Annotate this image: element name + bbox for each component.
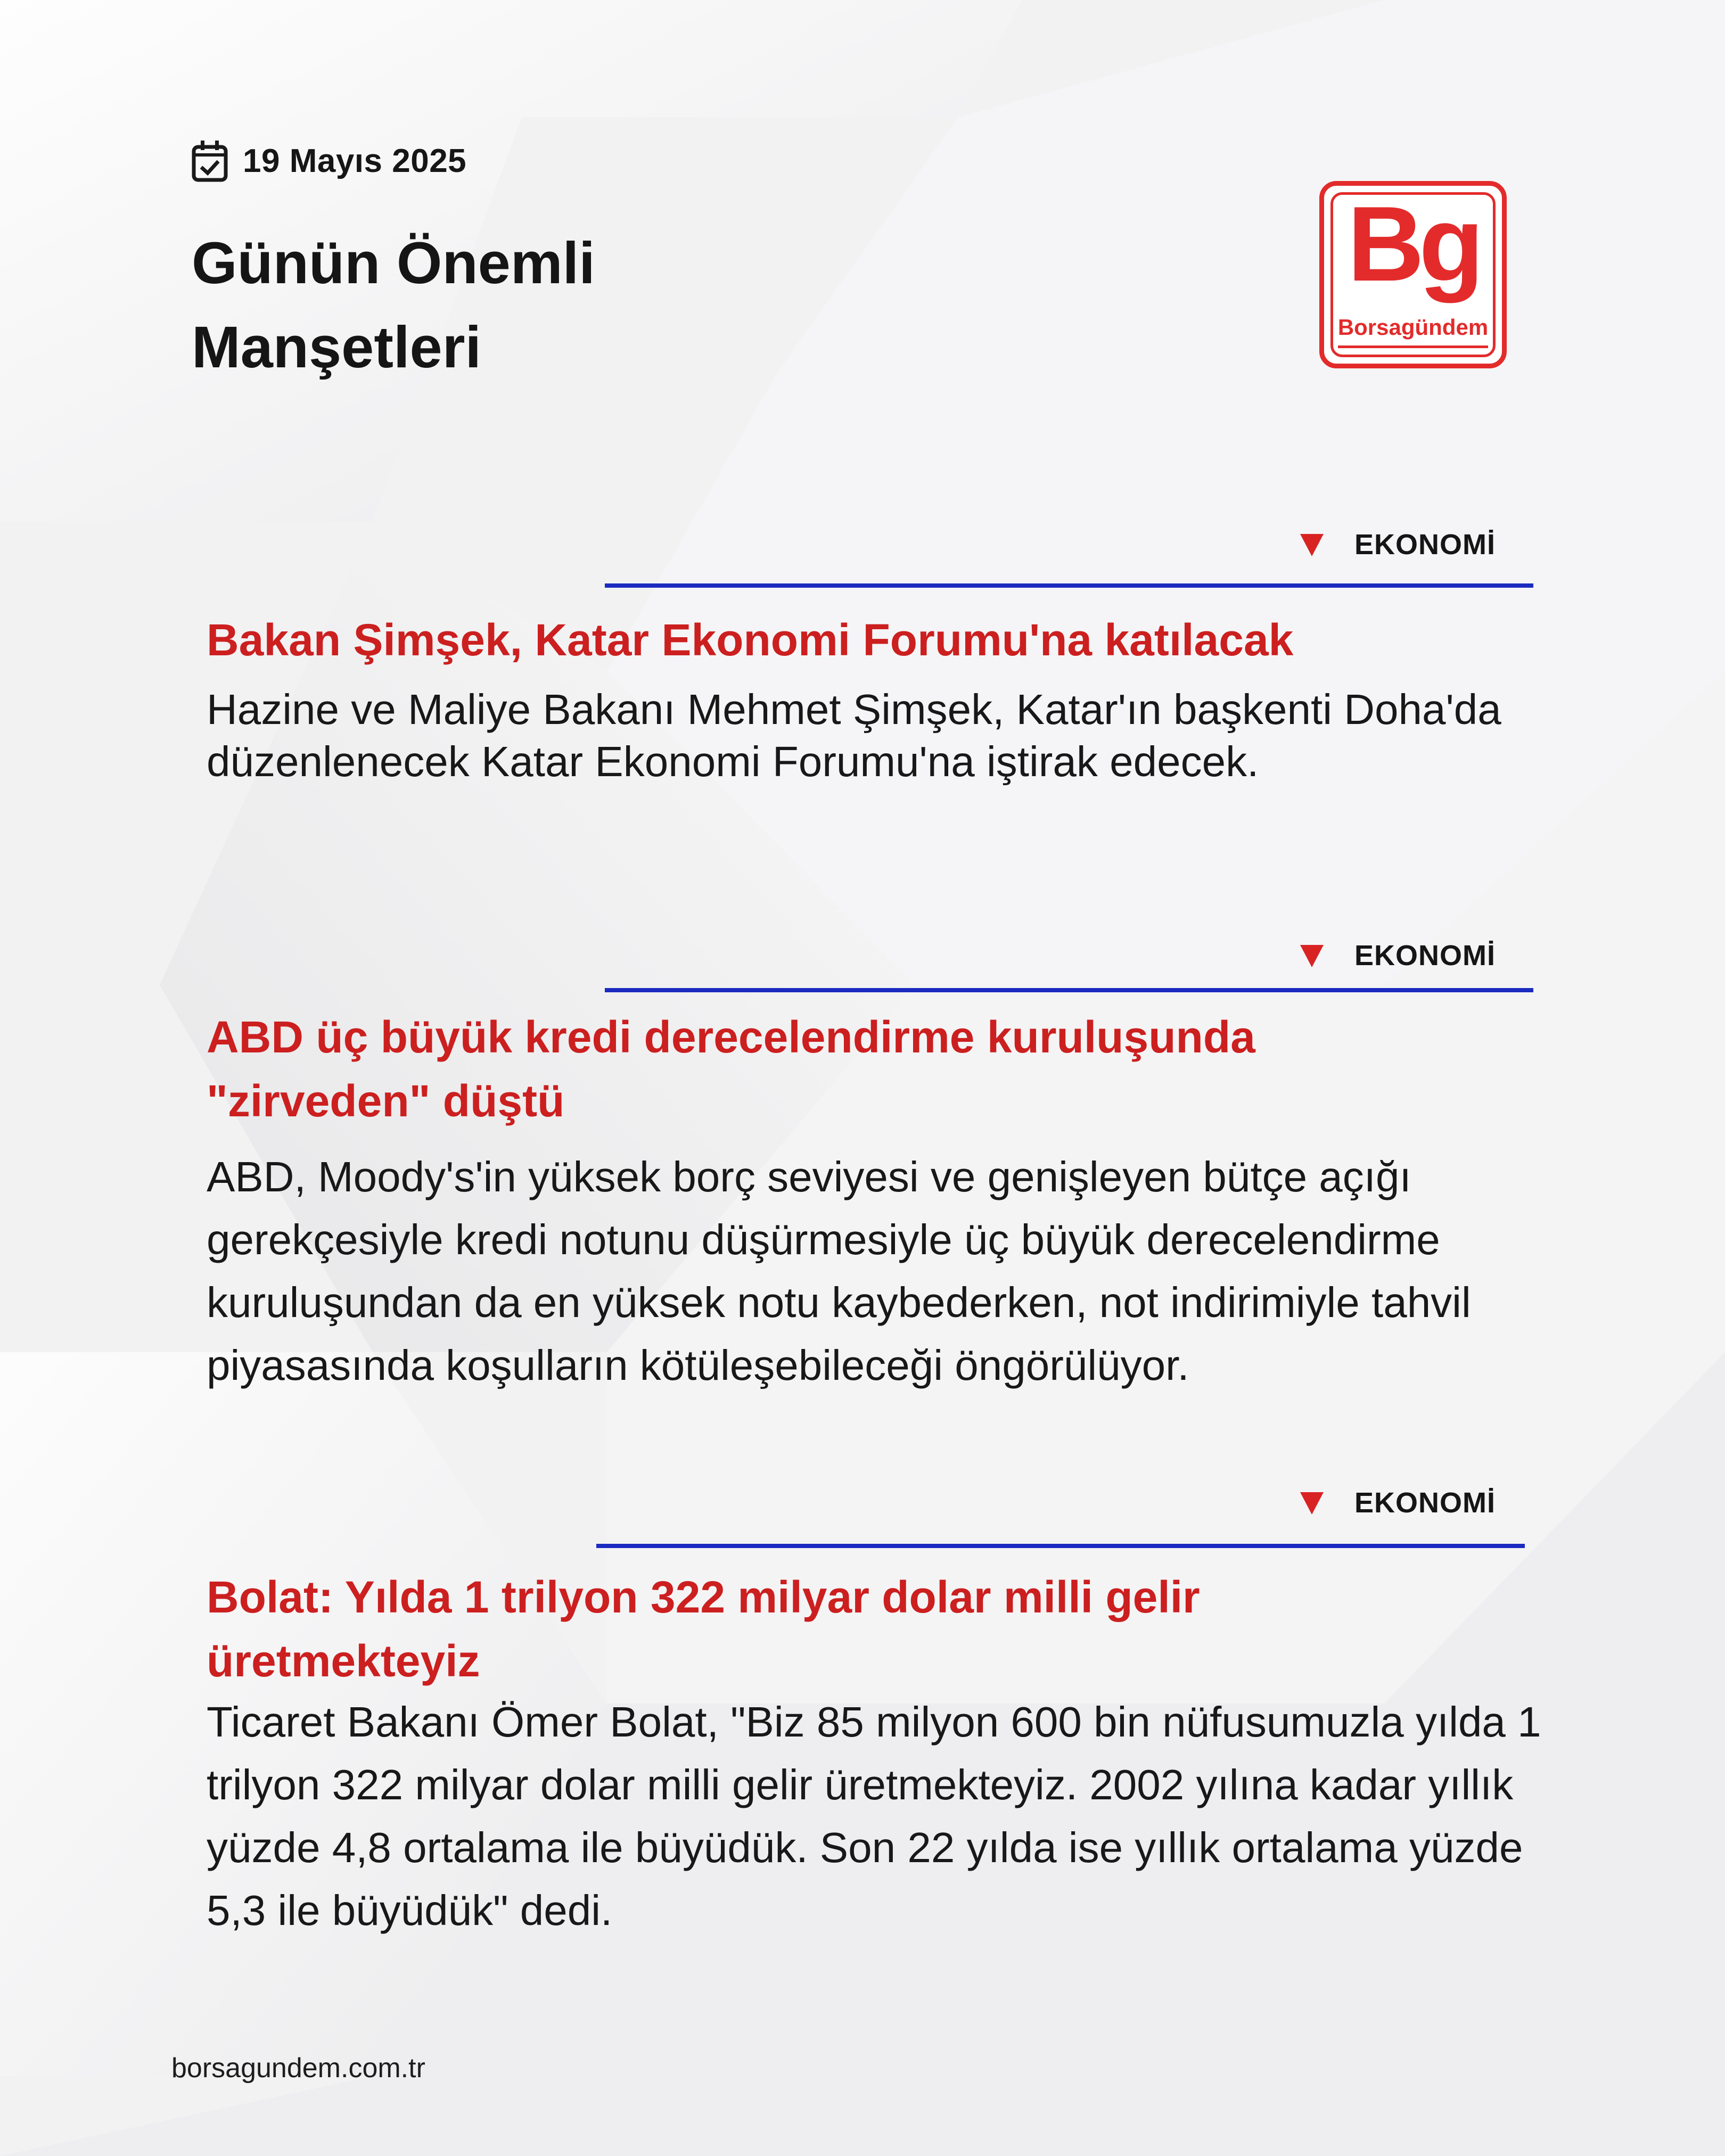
logo-name: Borsagündem — [1337, 315, 1489, 340]
category-label: EKONOMİ — [1354, 529, 1496, 561]
date-row — [192, 139, 466, 182]
news-3-headline: Bolat: Yılda 1 trilyon 322 milyar dolar milli gelir üretmekteyiz — [207, 1572, 1200, 1686]
triangle-down-icon — [1299, 1490, 1325, 1516]
news-1-summary: Hazine ve Maliye Bakanı Mehmet Şimşek, Katar'ın başkenti Doha'da düzenlenecek Katar Ekonomi Forumu'na iştirak edecek. — [207, 686, 1501, 785]
triangle-down-icon — [1299, 943, 1325, 968]
news-1-divider — [605, 583, 1533, 588]
news-3-summary: Ticaret Bakanı Ömer Bolat, "Biz 85 milyon 600 bin nüfusumuzla yılda 1 trilyon 322 milyar dolar milli gelir üretmekteyiz. 2002 yılına kadar yıllık yüzde 4,8 ortalama ile büyüdük. Son 22 yılda ise yıllık ortalama yüzde 5,3 ile büyüdük" dedi. — [207, 1698, 1541, 1934]
triangle-down-icon — [1299, 532, 1325, 557]
news-2-headline: ABD üç büyük kredi derecelendirme kuruluşunda "zirveden" düştü — [207, 1012, 1255, 1126]
logo-underline — [1338, 345, 1488, 348]
news-2-category — [1299, 939, 1496, 972]
news-3-category — [1299, 1486, 1496, 1519]
category-label: EKONOMİ — [1354, 940, 1496, 972]
news-2-summary: ABD, Moody's'in yüksek borç seviyesi ve genişleyen bütçe açığı gerekçesiyle kredi notunu düşürmesiyle üç büyük derecelendirme kuruluşundan da en yüksek notu kaybederken, not indirimiyle tahvil piyasasında koşulların kötüleşebileceği öngörülüyor. — [207, 1153, 1471, 1389]
date-text: 19 Mayıs 2025 — [243, 142, 467, 179]
news-3-divider — [596, 1544, 1525, 1548]
brand-logo — [1319, 181, 1507, 368]
news-1-category — [1299, 528, 1496, 561]
logo-mark: Bg — [1347, 185, 1479, 303]
news-2-divider — [605, 988, 1533, 992]
page-title-line-2: Manşetleri — [192, 315, 482, 380]
category-label: EKONOMİ — [1354, 1487, 1496, 1519]
page-title-line-1: Günün Önemli — [192, 231, 595, 296]
news-1-headline: Bakan Şimşek, Katar Ekonomi Forumu'na katılacak — [207, 615, 1294, 665]
footer-url[interactable]: borsagundem.com.tr — [171, 2053, 425, 2084]
calendar-check-icon — [192, 139, 228, 182]
page-title — [192, 221, 831, 390]
